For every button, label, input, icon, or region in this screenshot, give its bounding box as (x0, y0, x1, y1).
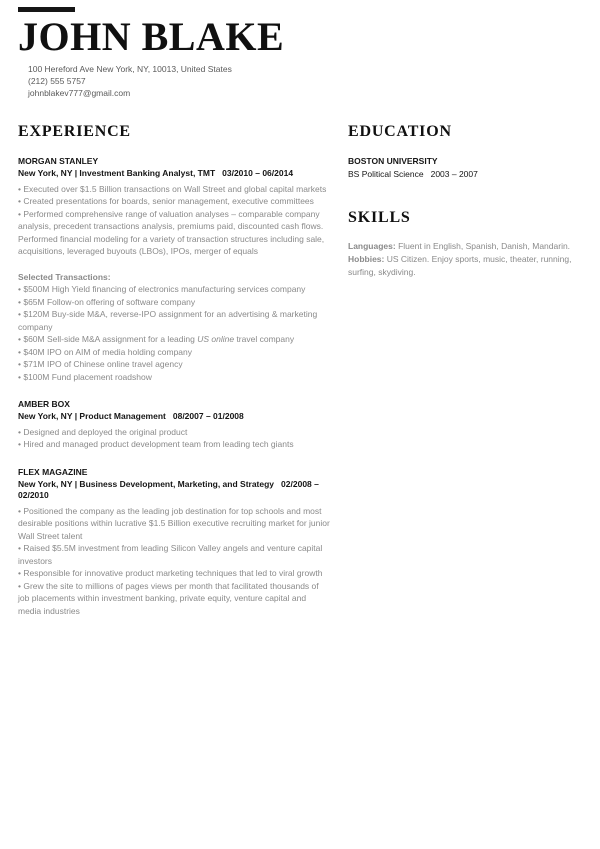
resume-columns (18, 124, 580, 617)
bullet-item: • $100M Fund placement roadshow (18, 371, 152, 382)
bullet-text-italic: US online (197, 334, 235, 344)
job-dates: 02/2008 – 02/2010 (18, 478, 319, 500)
bullet-item: • $40M IPO on AIM of media holding company (18, 346, 193, 357)
education-entry (348, 156, 580, 180)
languages-line (348, 240, 580, 253)
skills-text-block (348, 240, 580, 279)
bullet-item: • $71M IPO of Chinese online travel agency (18, 359, 183, 369)
job-meta (18, 168, 331, 180)
job-entry-morgan-stanley (18, 156, 331, 383)
hobbies-value: US Citizen. Enjoy sports, music, theater, running, surfing, skydiving. (348, 254, 572, 277)
bullet-item: • $500M High Yield financing of electronics manufacturing services company (18, 284, 306, 294)
bullet-item: • Raised $5.5M investment from leading Silicon Valley angels and venture capital investors (18, 543, 323, 566)
selected-transactions-heading: Selected Transactions: (18, 271, 111, 282)
degree-line (348, 168, 580, 180)
experience-column (18, 124, 331, 617)
candidate-name: JOHN BLAKE (18, 14, 285, 59)
languages-label: Languages: (348, 241, 396, 251)
bullet-item: • Grew the site to millions of pages views per month that facilitated thousands of job placements within investment banking, private equity, venture capital and media industries (18, 580, 319, 616)
skills-heading: SKILLS (348, 209, 411, 226)
accent-bar (18, 7, 75, 12)
job-bullets (18, 183, 331, 258)
skills-section (348, 210, 580, 279)
job-entry-amber-box (18, 399, 331, 451)
contact-address: 100 Hereford Ave New York, NY, 10013, United States (28, 64, 232, 74)
job-meta (18, 411, 331, 423)
bullet-item: • $120M Buy-side M&A, reverse-IPO assignment for an advertising & marketing company (18, 309, 318, 332)
bullet-item: • Performed comprehensive range of valuation analyses – comparable company analysis, precedent transactions analysis, premiums paid, discounted cash flows. Performed financial modeling for a variety of transaction structures including sale, acquisitions, leveraged buyouts (LBOs), IPOs, merger of equals (18, 208, 325, 256)
job-dates: 08/2007 – 01/2008 (172, 411, 244, 421)
bullet-item: • $65M Follow-on offering of software company (18, 296, 196, 307)
hobbies-label: Hobbies: (348, 254, 385, 264)
bullet-text: travel company (234, 334, 295, 344)
job-bullets (18, 505, 331, 618)
transaction-bullets (18, 283, 331, 383)
bullet-item: • Positioned the company as the leading job destination for top schools and most desirable positions within lucrative $1.5 Billion executive recruiting market for junior Wall Street talent (18, 505, 330, 541)
company-name: MORGAN STANLEY (18, 156, 99, 166)
job-location-role: New York, NY | Investment Banking Analyst, TMT (18, 168, 216, 178)
degree-name: BS Political Science (348, 169, 424, 179)
job-location-role: New York, NY | Product Management (18, 411, 166, 421)
bullet-item: • Designed and deployed the original product (18, 426, 188, 437)
bullet-item: • Executed over $1.5 Billion transactions on Wall Street and global capital markets (18, 183, 327, 194)
experience-heading: EXPERIENCE (18, 123, 131, 140)
contact-block (28, 63, 580, 99)
job-entry-flex-magazine (18, 467, 331, 618)
bullet-item: • Created presentations for boards, senior management, executive committees (18, 196, 314, 206)
job-bullets (18, 426, 331, 451)
contact-phone: (212) 555 5757 (28, 76, 86, 86)
company-name: AMBER BOX (18, 399, 70, 409)
bullet-text: • $60M Sell-side M&A assignment for a leading (18, 334, 198, 344)
languages-value: Fluent in English, Spanish, Danish, Mandarin. (395, 241, 571, 251)
company-name: FLEX MAGAZINE (18, 466, 88, 477)
bullet-item (18, 333, 331, 346)
hobbies-line (348, 253, 580, 279)
education-heading: EDUCATION (348, 123, 452, 140)
education-skills-column (348, 124, 580, 617)
school-name: BOSTON UNIVERSITY (348, 156, 438, 166)
job-location-role: New York, NY | Business Development, Marketing, and Strategy (18, 478, 275, 489)
bullet-item: • Responsible for innovative product marketing techniques that led to viral growth (18, 568, 323, 578)
education-dates: 2003 – 2007 (430, 169, 478, 179)
bullet-item: • Hired and managed product development team from leading tech giants (18, 439, 294, 449)
job-meta (18, 479, 331, 502)
contact-email: johnblakev777@gmail.com (28, 88, 131, 98)
job-dates: 03/2010 – 06/2014 (222, 168, 294, 178)
